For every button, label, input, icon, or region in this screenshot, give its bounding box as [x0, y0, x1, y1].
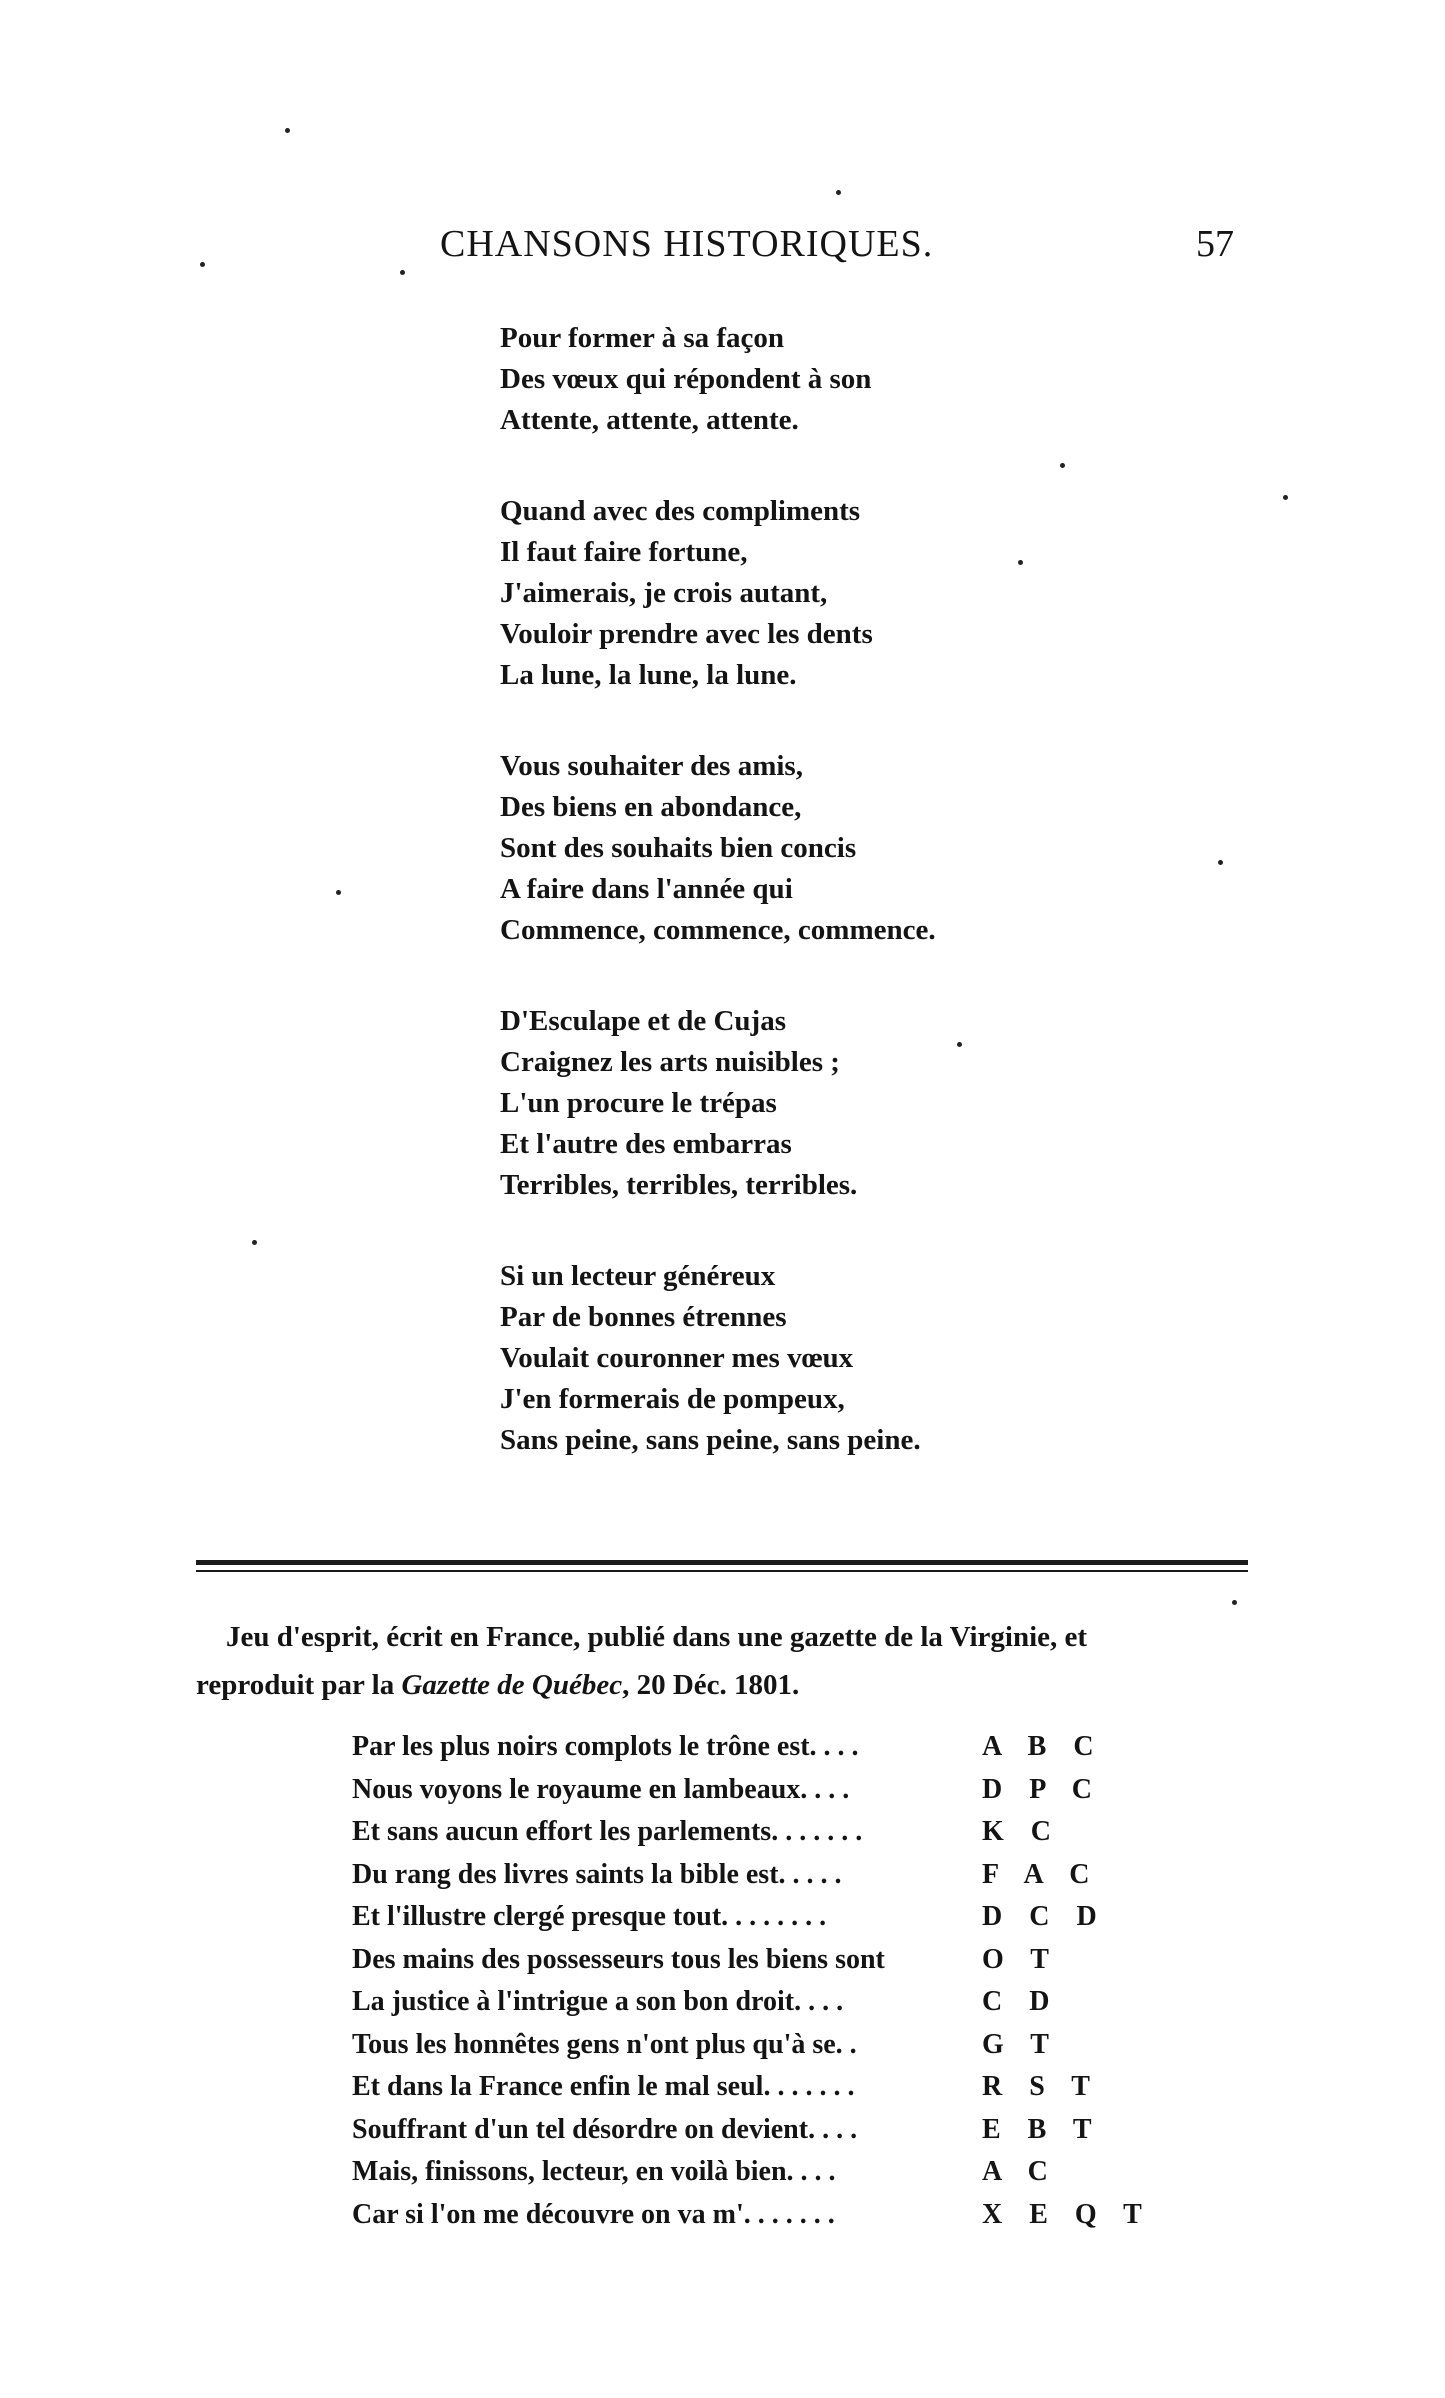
poem-line: Sans peine, sans peine, sans peine. — [500, 1424, 921, 1456]
poem-line: L'un procure le trépas — [500, 1087, 777, 1119]
poem-line: Des biens en abondance, — [500, 791, 802, 823]
riddle-row — [352, 2194, 1152, 2237]
riddle-row — [352, 1896, 1152, 1939]
poem-line: Vouloir prendre avec les dents — [500, 618, 873, 650]
riddle-row — [352, 2024, 1152, 2067]
riddle-verse: Par les plus noirs complots le trône est. . . . — [352, 1731, 859, 1762]
poem-line: La lune, la lune, la lune. — [500, 659, 797, 691]
scan-speck — [252, 1240, 257, 1245]
poem-line: Sont des souhaits bien concis — [500, 832, 857, 864]
running-head: CHANSONS HISTORIQUES. — [440, 223, 934, 265]
riddle-letters: A C — [982, 2156, 1058, 2187]
poem-line: Vous souhaiter des amis, — [500, 750, 803, 782]
scan-speck — [1283, 495, 1288, 500]
scan-speck — [957, 1042, 962, 1047]
riddle-row — [352, 2109, 1152, 2152]
riddle-verse: La justice à l'intrigue a son bon droit. . . . — [352, 1986, 844, 2017]
poem-line: Et l'autre des embarras — [500, 1128, 792, 1160]
riddle-row — [352, 1726, 1152, 1769]
scan-speck — [836, 190, 841, 195]
scan-speck — [200, 262, 205, 267]
intro-line: Jeu d'esprit, écrit en France, publié dans une gazette de la Virginie, et — [226, 1621, 1088, 1653]
riddle-letters: K C — [982, 1816, 1061, 1847]
riddle-letters: F A C — [982, 1858, 1100, 1890]
riddle-verse: Car si l'on me découvre on va m'. . . . . . . — [352, 2198, 835, 2230]
stanza — [500, 1256, 936, 1461]
scan-speck — [1218, 860, 1223, 865]
poem-line: A faire dans l'année qui — [500, 873, 793, 905]
riddle-letters: A B C — [982, 1731, 1104, 1762]
poem-line: Des vœux qui répondent à son — [500, 363, 872, 395]
section-rule-thin — [196, 1570, 1248, 1572]
page-number: 57 — [1196, 223, 1234, 265]
scan-speck — [1018, 560, 1023, 565]
stanza — [500, 491, 936, 696]
riddle-table — [352, 1726, 1152, 2236]
riddle-row — [352, 1811, 1152, 1854]
poem-line: Pour former à sa façon — [500, 322, 785, 354]
poem-line: Il faut faire fortune, — [500, 536, 748, 568]
scan-speck — [336, 890, 341, 895]
intro-prefix: reproduit par la — [196, 1669, 402, 1701]
poem — [500, 318, 936, 1511]
riddle-verse: Et dans la France enfin le mal seul. . . . . . . — [352, 2071, 855, 2102]
riddle-letters: R S T — [982, 2071, 1100, 2102]
riddle-row — [352, 1769, 1152, 1812]
riddle-letters: G T — [982, 2028, 1059, 2060]
gazette-title: Gazette de Québec — [401, 1669, 623, 1701]
riddle-row — [352, 1854, 1152, 1897]
poem-line: Craignez les arts nuisibles ; — [500, 1046, 840, 1078]
intro-suffix: , 20 Déc. 1801. — [622, 1669, 800, 1701]
scan-speck — [1060, 463, 1065, 468]
poem-line: Attente, attente, attente. — [500, 404, 799, 436]
intro-line — [196, 1661, 1256, 1709]
riddle-letters: O T — [982, 1943, 1059, 1975]
poem-line: Si un lecteur généreux — [500, 1260, 776, 1292]
riddle-letters: C D — [982, 1986, 1060, 2017]
riddle-verse: Nous voyons le royaume en lambeaux. . . . — [352, 1773, 850, 1805]
riddle-introduction — [196, 1613, 1256, 1709]
scan-speck — [1232, 1600, 1237, 1605]
riddle-verse: Mais, finissons, lecteur, en voilà bien. . . . — [352, 2156, 836, 2187]
stanza — [500, 1001, 936, 1206]
stanza — [500, 318, 936, 441]
section-rule-thick — [196, 1560, 1248, 1565]
riddle-letters: X E Q T — [982, 2198, 1152, 2230]
poem-line: Par de bonnes étrennes — [500, 1301, 787, 1333]
poem-line: J'aimerais, je crois autant, — [500, 577, 828, 609]
riddle-row — [352, 1939, 1152, 1982]
riddle-verse: Des mains des possesseurs tous les biens sont — [352, 1943, 885, 1975]
riddle-verse: Tous les honnêtes gens n'ont plus qu'à se. . — [352, 2028, 857, 2060]
poem-line: Voulait couronner mes vœux — [500, 1342, 854, 1374]
riddle-letters: E B T — [982, 2113, 1102, 2145]
riddle-letters: D C D — [982, 1901, 1107, 1932]
riddle-verse: Souffrant d'un tel désordre on devient. . . . — [352, 2113, 858, 2145]
riddle-row — [352, 1981, 1152, 2024]
riddle-verse: Et sans aucun effort les parlements. . . . . . . — [352, 1816, 863, 1847]
riddle-row — [352, 2151, 1152, 2194]
riddle-letters: D P C — [982, 1773, 1102, 1805]
poem-line: D'Esculape et de Cujas — [500, 1005, 786, 1037]
stanza — [500, 746, 936, 951]
poem-line: Quand avec des compliments — [500, 495, 861, 527]
poem-line: Commence, commence, commence. — [500, 914, 936, 946]
scan-speck — [400, 270, 405, 275]
riddle-verse: Et l'illustre clergé presque tout. . . . . . . . — [352, 1901, 827, 1932]
poem-line: Terribles, terribles, terribles. — [500, 1169, 858, 1201]
riddle-verse: Du rang des livres saints la bible est. . . . . — [352, 1858, 842, 1890]
poem-line: J'en formerais de pompeux, — [500, 1383, 845, 1415]
riddle-row — [352, 2066, 1152, 2109]
scan-speck — [285, 128, 290, 133]
